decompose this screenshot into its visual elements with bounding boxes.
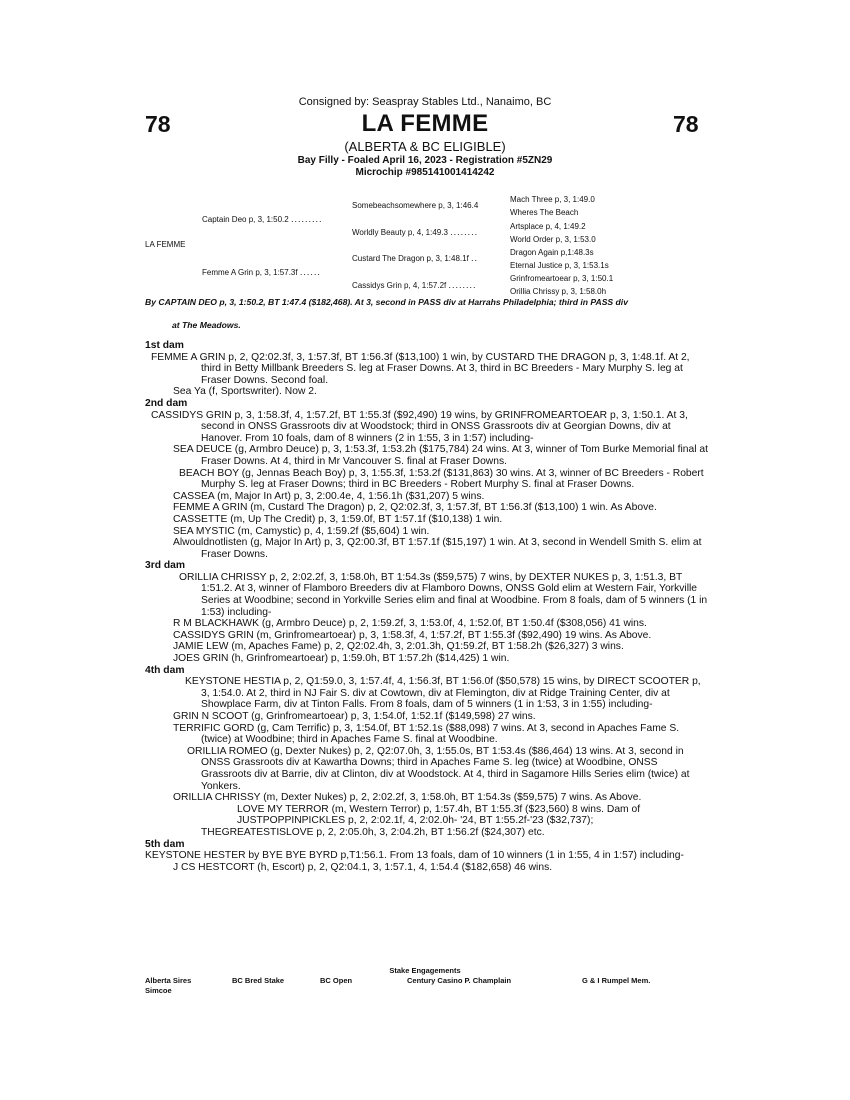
ped-sire-dam: Worldly Beauty p, 4, 1:49.3 ........: [352, 227, 479, 237]
microchip: Microchip #985141001414242: [355, 167, 495, 178]
second-dam-produce-7: Alwouldnotlisten (g, Major In Art) p, 3, Q2:00.3f, BT 1:57.1f ($15,197) 1 win. At 3, second in Wendell Smith S. elim at Fraser Downs.: [173, 537, 702, 560]
fourth-dam-entry: KEYSTONE HESTIA p, 2, Q1:59.0, 3, 1:57.4f, 4, 1:56.3f, BT 1:56.0f ($50,578) 15 wins, by DIRECT SCOOTER p, 3, 1:54.0. At 2, third in NJ Fair S. div at Cowtown, div at Flemington, div at Ridge Training Center, div at Showplace Farm, div at Tinton Falls. From 8 foals, dam of 5 winners (1 in 1:53, 3 in 1:55) including-: [185, 676, 701, 711]
stake-alberta-sires: Alberta Sires: [145, 976, 192, 985]
sire-summary-cont: at The Meadows.: [172, 320, 241, 330]
ped-sire-sire: Somebeachsomewhere p, 3, 1:46.4: [352, 201, 479, 210]
third-dam-entry: ORILLIA CHRISSY p, 2, 2:02.2f, 3, 1:58.0h, BT 1:54.3s ($59,575) 7 wins, by DEXTER NUKES p, 3, 1:51.3, BT 1:51.2. At 3, winner of Flamboro Breeders div at Flamboro Downs, ONSS Gold elim at Western Fair, Yorkville Series at Woodbine; second in Yorkville Series elim and final at Woodbine. From 8 foals, dam of 5 winners (1 in 1:53) including-: [179, 571, 708, 618]
ped-horse: LA FEMME: [145, 240, 186, 249]
second-dam-entry: CASSIDYS GRIN p, 3, 1:58.3f, 4, 1:57.2f, BT 1:55.3f ($92,490) 19 wins, by GRINFROMEARTOEAR p, 3, 1:50.1. At 3, second in ONSS Grassroots div at Woodstock; third in ONSS Grassroots div at Georgian Downs, div at Hanover. From 10 foals, dam of 8 winners (2 in 1:55, 3 in 1:57) including-: [151, 409, 688, 444]
fifth-dam-produce-1: J CS HESTCORT (h, Escort) p, 2, Q2:04.1, 3, 1:57.1, 4, 1:54.4 ($182,658) 46 wins.: [173, 861, 553, 873]
fourth-dam-produce-3: ORILLIA ROMEO (g, Dexter Nukes) p, 2, Q2:07.0h, 3, 1:55.0s, BT 1:53.4s ($86,464) 13 wins. At 3, second in ONSS Grassroots div at Kawartha Downs; third in Apaches Fame S. leg (twice) at Woodbine, ONSS Grassroots div at Barrie, div at Clinton, div at Woodstock. At 4, third in Sagamore Hills Series elim (twice) at Yonkers.: [187, 745, 690, 792]
second-dam-heading: 2nd dam: [145, 397, 188, 409]
stake-rumpel: G & I Rumpel Mem.: [582, 976, 651, 985]
second-dam-produce-6: SEA MYSTIC (m, Camystic) p, 4, 1:59.2f ($5,604) 1 win.: [173, 525, 430, 537]
ped-g8: Orillia Chrissy p, 3, 1:58.0h: [510, 287, 607, 296]
first-dam-heading: 1st dam: [145, 340, 184, 351]
hip-number-right: 78: [673, 111, 699, 137]
eligibility: (ALBERTA & BC ELIGIBLE): [344, 139, 506, 154]
ped-dam-sire: Custard The Dragon p, 3, 1:48.1f ..: [352, 253, 479, 263]
second-dam-produce-2: BEACH BOY (g, Jennas Beach Boy) p, 3, 1:55.3f, 1:53.2f ($131,863) 30 wins. At 3, winner of BC Breeders - Robert Murphy S. leg at Fraser Downs; third in BC Breeders - Robert Murphy S. final at Fraser Downs.: [179, 467, 704, 491]
ped-g3: Artsplace p, 4, 1:49.2: [510, 222, 586, 231]
fourth-dam-produce-4: ORILLIA CHRISSY (m, Dexter Nukes) p, 2, 2:02.2f, 3, 1:58.0h, BT 1:54.3s ($59,575) 7 wins. As Above.: [173, 792, 642, 804]
stake-engagements-title: Stake Engagements: [389, 966, 461, 975]
fourth-dam-produce-1: GRIN N SCOOT (g, Grinfromeartoear) p, 3, 1:54.0f, 1:52.1f ($149,598) 27 wins.: [173, 711, 536, 722]
second-dam-produce-1: SEA DEUCE (g, Armbro Deuce) p, 3, 1:53.3f, 1:53.2h ($175,784) 24 wins. At 3, winner of Tom Burke Memorial final at Fraser Downs. At 4, third in Mr Vancouver S. final at Fraser Downs.: [173, 444, 708, 467]
fourth-dam-heading: 4th dam: [145, 664, 185, 676]
stake-bc-bred: BC Bred Stake: [232, 976, 285, 985]
third-dam-heading: 3rd dam: [145, 560, 186, 572]
fifth-dam-entry: KEYSTONE HESTER by BYE BYE BYRD p,T1:56.1. From 13 foals, dam of 10 winners (1 in 1:55, 4 in 1:57) including-: [145, 850, 684, 862]
hip-number-left: 78: [145, 111, 171, 137]
ped-dam: Femme A Grin p, 3, 1:57.3f ......: [202, 267, 321, 277]
third-dam-produce-2: CASSIDYS GRIN (m, Grinfromeartoear) p, 3, 1:58.3f, 4, 1:57.2f, BT 1:55.3f ($92,490) 19 wins. As Above.: [173, 629, 652, 641]
ped-g2: Wheres The Beach: [510, 208, 579, 217]
first-dam-foal: Sea Ya (f, Sportswriter). Now 2.: [173, 386, 317, 398]
second-dam-produce-3: CASSEA (m, Major In Art) p, 3, 2:00.4e, 4, 1:56.1h ($31,207) 5 wins.: [173, 490, 485, 502]
sire-summary: By CAPTAIN DEO p, 3, 1:50.2, BT 1:47.4 ($182,468). At 3, second in PASS div at Harrahs Philadelphia; third in PASS div: [145, 297, 628, 307]
ped-g6: Eternal Justice p, 3, 1:53.1s: [510, 261, 609, 270]
catalogue-body: [145, 340, 710, 873]
fourth-dam-produce-5: LOVE MY TERROR (m, Western Terror) p, 1:57.4h, BT 1:55.3f ($23,560) 8 wins. Dam of JUSTPOPPINPICKLES p, 2, 2:02.1f, 4, 2:02.0h- '24, BT 1:55.2f-'23 ($32,737);: [237, 803, 641, 827]
second-dam-produce-4: FEMME A GRIN (m, Custard The Dragon) p, 2, Q2:02.3f, 3, 1:57.3f, BT 1:56.3f ($13,100) 1 win. As Above.: [173, 502, 657, 514]
horse-name: LA FEMME: [361, 110, 489, 137]
ped-g7: Grinfromeartoear p, 3, 1:50.1: [510, 274, 614, 283]
ped-g5: Dragon Again p,1:48.3s: [510, 248, 594, 257]
ped-g1: Mach Three p, 3, 1:49.0: [510, 195, 595, 204]
fifth-dam-heading: 5th dam: [145, 838, 185, 850]
second-dam-produce-5: CASSETTE (m, Up The Credit) p, 3, 1:59.0f, BT 1:57.1f ($10,138) 1 win.: [173, 513, 503, 525]
third-dam-produce-1: R M BLACKHAWK (g, Armbro Deuce) p, 2, 1:59.2f, 3, 1:53.0f, 4, 1:52.0f, BT 1:50.4f ($308,056) 41 wins.: [173, 618, 647, 630]
first-dam-entry: FEMME A GRIN p, 2, Q2:02.3f, 3, 1:57.3f, BT 1:56.3f ($13,100) 1 win, by CUSTARD THE DRAGON p, 3, 1:48.1f. At 2, third in Betty Millbank Breeders S. leg at Fraser Downs. At 3, third in BC Breeders - Mary Murphy S. leg at Fraser Downs. Second foal.: [151, 351, 690, 386]
fourth-dam-produce-2: TERRIFIC GORD (g, Cam Terrific) p, 3, 1:54.0f, BT 1:52.1s ($88,098) 7 wins. At 3, second in Apaches Fame S. (twice) at Woodbine; third in Apaches Fame S. final at Woodbine.: [173, 722, 680, 746]
ped-sire: Captain Deo p, 3, 1:50.2 .........: [202, 214, 323, 224]
third-dam-produce-3: JAMIE LEW (m, Apaches Fame) p, 2, Q2:02.4h, 3, 2:01.3h, Q1:59.2f, BT 1:58.2h ($26,327) 3 wins.: [173, 641, 624, 653]
stake-simcoe: Simcoe: [145, 986, 172, 995]
description: Bay Filly - Foaled April 16, 2023 - Registration #5ZN29: [297, 155, 553, 166]
consignor-line: Consigned by: Seaspray Stables Ltd., Nanaimo, BC: [298, 96, 552, 108]
stake-century-casino: Century Casino P. Champlain: [407, 976, 512, 985]
stake-bc-open: BC Open: [320, 976, 353, 985]
third-dam-produce-4: JOES GRIN (h, Grinfromeartoear) p, 1:59.0h, BT 1:57.2h ($14,425) 1 win.: [173, 653, 510, 665]
ped-g4: World Order p, 3, 1:53.0: [510, 235, 596, 244]
fourth-dam-produce-5-cont: THEGREATESTISLOVE p, 2, 2:05.0h, 3, 2:04.2h, BT 1:56.2f ($24,307) etc.: [201, 826, 545, 838]
ped-dam-dam: Cassidys Grin p, 4, 1:57.2f ........: [352, 280, 477, 290]
